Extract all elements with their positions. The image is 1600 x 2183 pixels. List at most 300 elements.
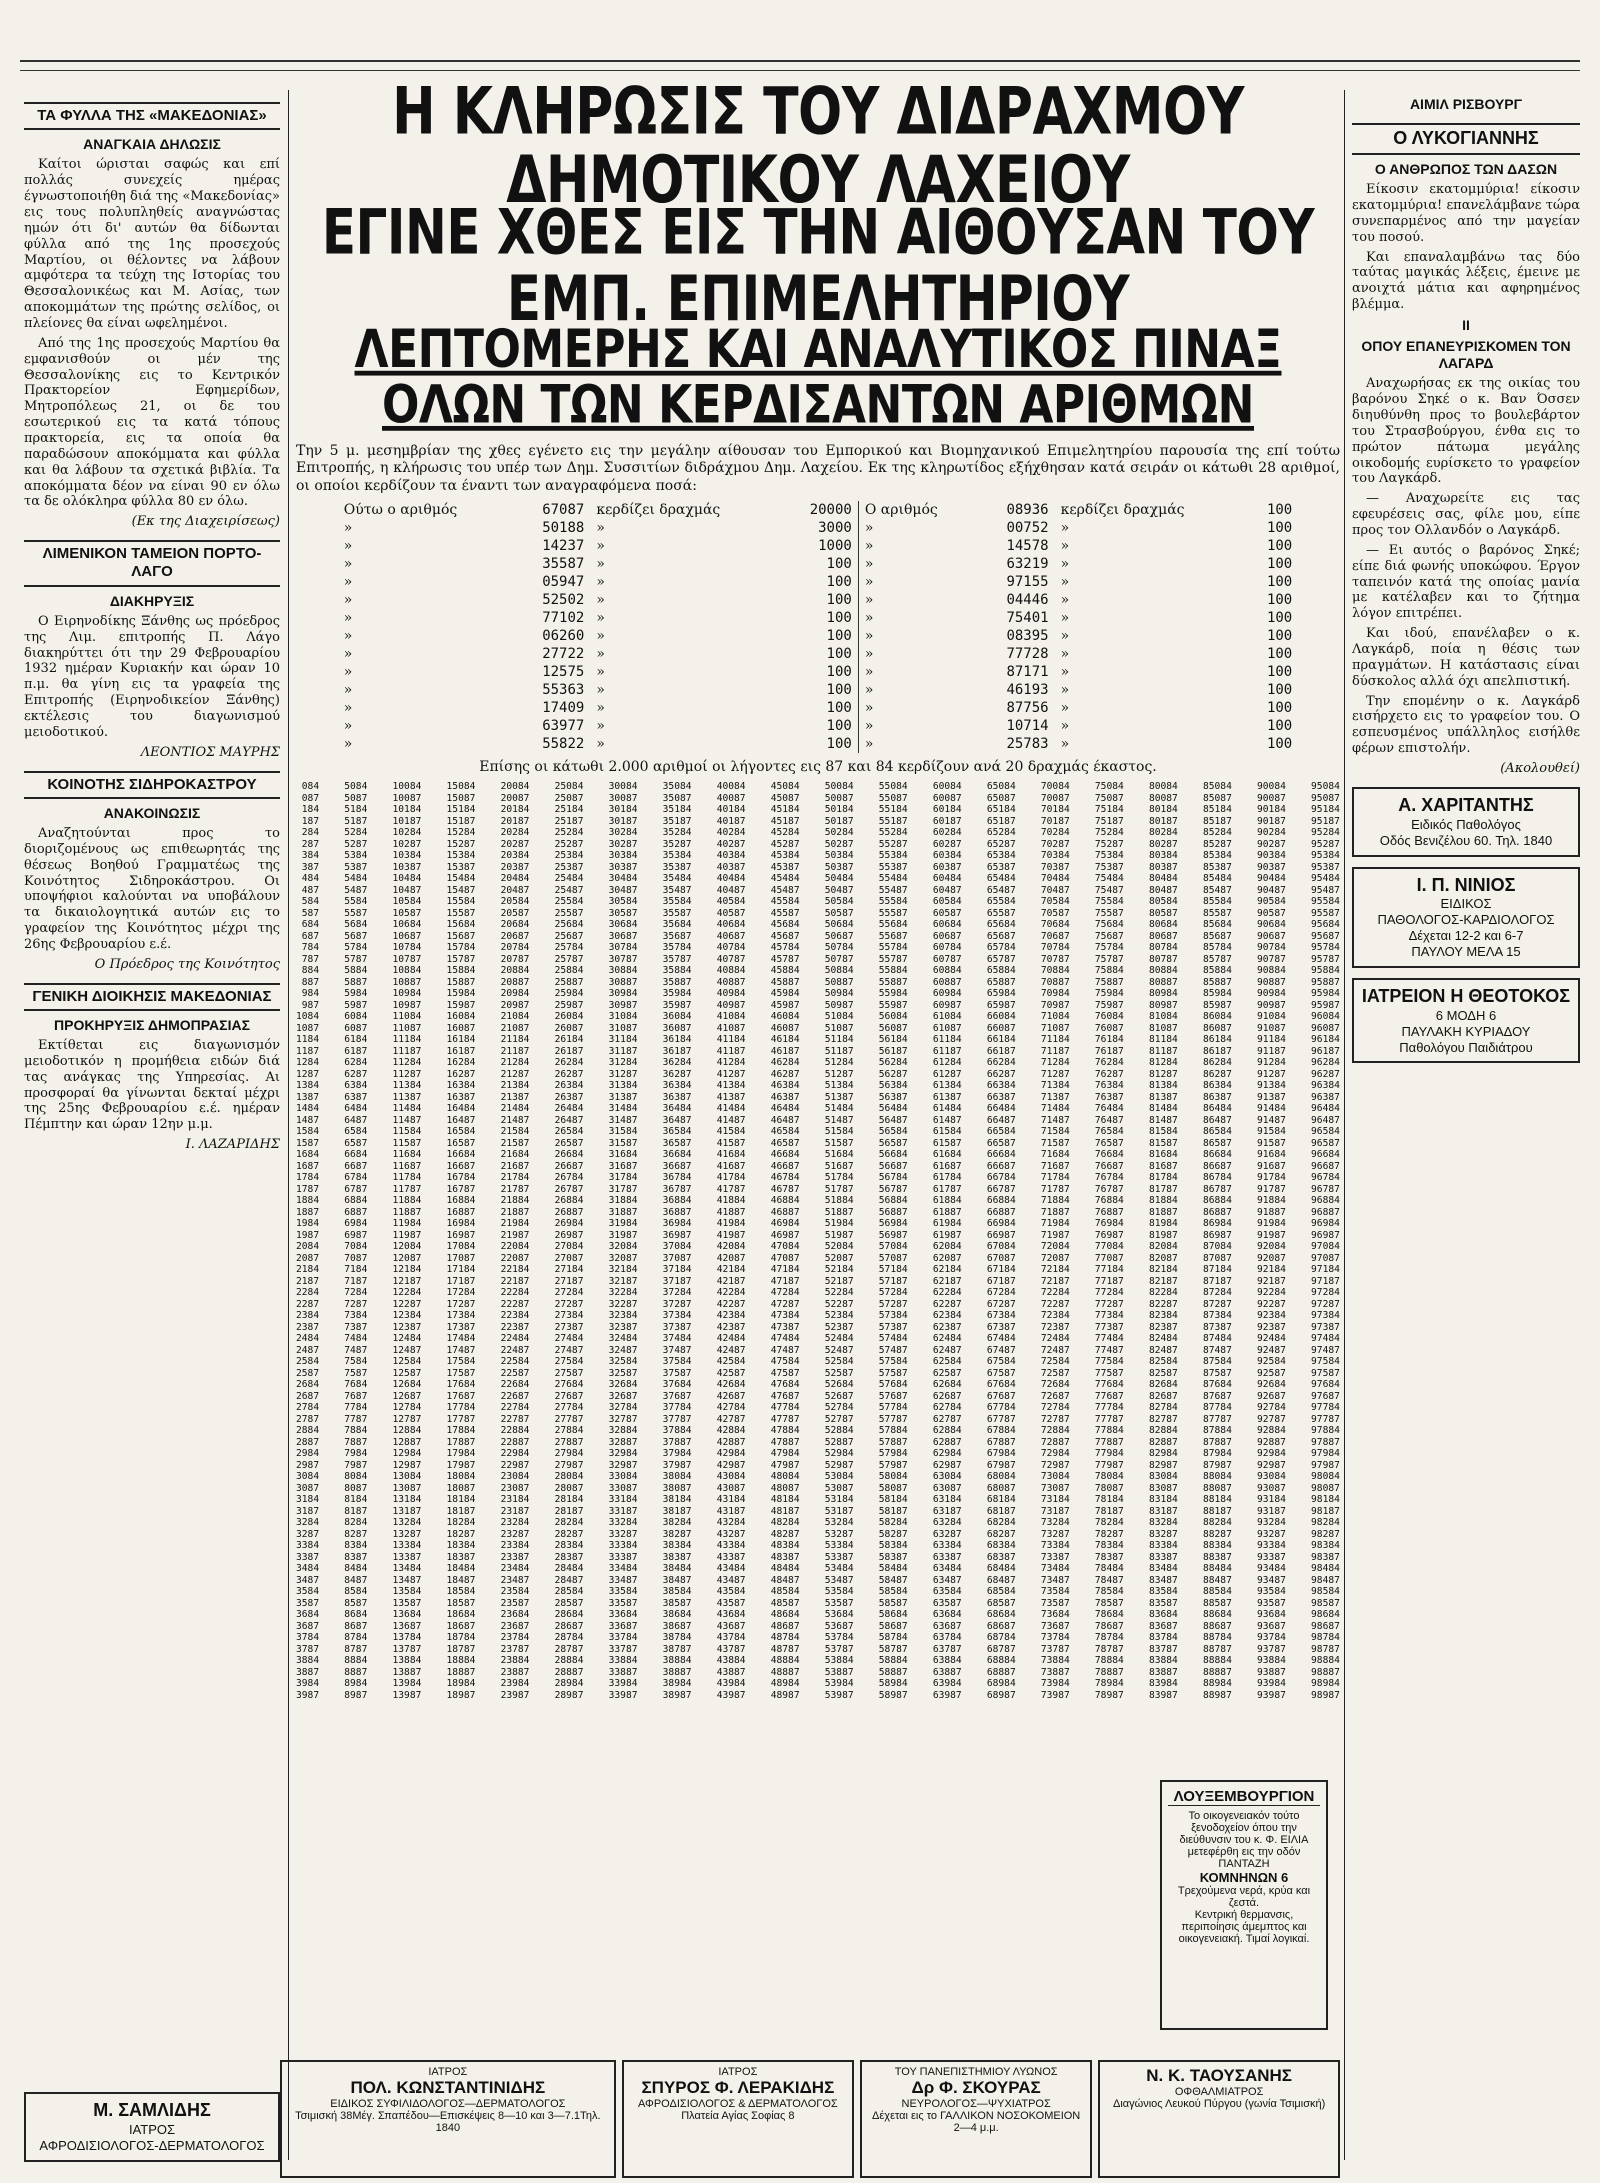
winning-number: 88784 — [1202, 1632, 1232, 1644]
winner-cell: » — [596, 538, 605, 555]
winning-number: 83084 — [1148, 1471, 1178, 1483]
winner-cell: » — [858, 717, 978, 735]
winning-number: 93487 — [1257, 1574, 1286, 1586]
winning-number: 50484 — [824, 873, 854, 885]
winning-number: 42087 — [716, 1252, 746, 1264]
ad-line: Πλατεία Αγίας Σοφίας 8 — [681, 2110, 795, 2122]
winning-number: 91887 — [1257, 1206, 1286, 1218]
winning-number: 46084 — [770, 1011, 800, 1023]
winning-number: 76887 — [1094, 1206, 1124, 1218]
winning-number: 884 — [301, 965, 320, 977]
winning-number: 35087 — [662, 792, 692, 804]
winning-number: 60184 — [932, 804, 962, 816]
winning-number: 85884 — [1202, 965, 1232, 977]
headline-line: Η ΚΛΗΡΩΣΙΣ ΤΟΥ ΔΙΔΡΑΧΜΟΥ ΔΗΜΟΤΙΚΟΥ ΛΑΧΕΙΟΥ — [392, 74, 1244, 218]
winning-number: 80087 — [1148, 792, 1178, 804]
winning-number: 68684 — [986, 1609, 1016, 1621]
winning-number: 6187 — [344, 1045, 368, 1057]
winning-number: 40884 — [716, 965, 746, 977]
winner-cell: » — [858, 573, 978, 591]
winning-number: 17884 — [446, 1425, 476, 1437]
winning-number: 83187 — [1148, 1505, 1178, 1517]
winning-number: 83684 — [1148, 1609, 1178, 1621]
winning-number: 45184 — [770, 804, 800, 816]
winning-number: 66184 — [986, 1034, 1016, 1046]
winning-number: 57384 — [878, 1310, 908, 1322]
winning-number: 28284 — [554, 1517, 584, 1529]
winning-number: 65287 — [986, 838, 1016, 850]
winning-number: 80484 — [1148, 873, 1178, 885]
winning-number: 42487 — [716, 1344, 746, 1356]
ad-line: ΙΑΤΡΟΣ — [718, 2066, 758, 2078]
winning-number: 76584 — [1094, 1126, 1124, 1138]
winning-number: 43187 — [716, 1505, 746, 1517]
winner-cell: 100 — [1266, 718, 1293, 735]
numbers-column — [447, 781, 476, 1701]
winning-number: 57984 — [878, 1448, 908, 1460]
winning-number: 784 — [301, 942, 320, 954]
winning-number: 56387 — [878, 1091, 908, 1103]
winning-number: 48484 — [770, 1563, 800, 1575]
winning-number: 3087 — [296, 1482, 320, 1494]
winning-number: 98584 — [1311, 1586, 1340, 1598]
winning-number: 65187 — [986, 815, 1016, 827]
winning-number: 22784 — [500, 1402, 530, 1414]
winning-number: 71187 — [1040, 1045, 1070, 1057]
winning-number: 42987 — [716, 1459, 746, 1471]
winning-number: 83487 — [1148, 1574, 1178, 1586]
winner-cell: 100 — [826, 700, 852, 717]
winning-number: 684 — [301, 919, 320, 931]
winning-number: 18984 — [446, 1678, 476, 1690]
winning-number: 20987 — [500, 999, 530, 1011]
winning-number: 22387 — [500, 1321, 530, 1333]
winning-number: 62784 — [932, 1402, 962, 1414]
winning-number: 6687 — [344, 1160, 368, 1172]
winning-number: 68084 — [986, 1471, 1016, 1483]
winning-number: 22084 — [500, 1241, 530, 1253]
winning-number: 30187 — [608, 815, 638, 827]
winning-number: 11584 — [392, 1126, 422, 1138]
winning-number: 1984 — [296, 1218, 320, 1230]
winning-number: 28984 — [554, 1678, 584, 1690]
winning-number: 93287 — [1257, 1528, 1286, 1540]
winning-number: 60387 — [932, 861, 962, 873]
winning-number: 40784 — [716, 942, 746, 954]
winning-number: 6287 — [344, 1068, 368, 1080]
winning-number: 77884 — [1094, 1425, 1124, 1437]
winning-number: 26884 — [554, 1195, 584, 1207]
winning-number: 58787 — [878, 1643, 908, 1655]
winning-number: 95887 — [1311, 976, 1340, 988]
winning-number: 97987 — [1311, 1459, 1340, 1471]
winning-number: 88084 — [1202, 1471, 1232, 1483]
winning-number: 91484 — [1257, 1103, 1286, 1115]
winner-cell: » — [343, 736, 353, 753]
winning-number: 21884 — [500, 1195, 530, 1207]
winning-number: 68184 — [986, 1494, 1016, 1506]
winning-number: 8087 — [344, 1482, 368, 1494]
winning-number: 33184 — [608, 1494, 638, 1506]
serial-title: Ο ΛΥΚΟΓΙΑΝΝΗΣ — [1352, 123, 1580, 155]
winning-number: 82887 — [1148, 1436, 1178, 1448]
winning-number: 70087 — [1040, 792, 1070, 804]
winning-number: 37387 — [662, 1321, 692, 1333]
winning-number: 32584 — [608, 1356, 638, 1368]
winning-number: 92184 — [1257, 1264, 1286, 1276]
winning-number: 52687 — [824, 1390, 854, 1402]
winning-number: 28384 — [554, 1540, 584, 1552]
winner-cell: 100 — [1266, 646, 1293, 663]
winning-number: 91787 — [1257, 1183, 1286, 1195]
winner-cell: 05947 — [542, 574, 585, 591]
winning-number: 61684 — [932, 1149, 962, 1161]
winning-number: 3387 — [296, 1551, 320, 1563]
winning-number: 68984 — [986, 1678, 1016, 1690]
winning-number: 43384 — [716, 1540, 746, 1552]
winner-cell: » — [596, 700, 605, 717]
winning-number: 384 — [301, 850, 320, 862]
winning-number: 60987 — [932, 999, 962, 1011]
winning-number: 88387 — [1202, 1551, 1232, 1563]
winning-number: 53384 — [824, 1540, 854, 1552]
winner-cell: 100 — [826, 646, 852, 663]
winning-number: 62984 — [932, 1448, 962, 1460]
winner-cell: 06260 — [542, 628, 585, 645]
winning-number: 93887 — [1257, 1666, 1286, 1678]
article-paragraph: Την επομένην ο κ. Λαγκάρδ εισήρχετο εις το γραφείον του. Ο εσπευσμένος υπάλληλος εισήλθε φέρων επιστολήν. — [1352, 693, 1580, 757]
winning-number: 2987 — [296, 1459, 320, 1471]
winning-number: 50284 — [824, 827, 854, 839]
winning-number: 82784 — [1148, 1402, 1178, 1414]
winning-number: 62184 — [932, 1264, 962, 1276]
winning-number: 36787 — [662, 1183, 692, 1195]
winner-cell: 25783 — [1006, 736, 1049, 753]
winning-number: 17084 — [446, 1241, 476, 1253]
winning-number: 7787 — [344, 1413, 368, 1425]
winning-number: 96584 — [1311, 1126, 1340, 1138]
winning-number: 41984 — [716, 1218, 746, 1230]
winning-number: 71584 — [1040, 1126, 1070, 1138]
winning-number: 56687 — [878, 1160, 908, 1172]
winning-number: 32784 — [608, 1402, 638, 1414]
winning-number: 50784 — [824, 942, 854, 954]
winning-number: 15187 — [446, 815, 476, 827]
winning-number: 86384 — [1202, 1080, 1232, 1092]
winning-number: 80584 — [1148, 896, 1178, 908]
winning-number: 41087 — [716, 1022, 746, 1034]
winner-cell: 14237 — [542, 538, 585, 555]
winning-number: 50187 — [824, 815, 854, 827]
winning-number: 1587 — [296, 1137, 320, 1149]
chapter-number: ΙΙ — [1462, 316, 1470, 333]
winning-number: 48384 — [770, 1540, 800, 1552]
winning-number: 91487 — [1257, 1114, 1286, 1126]
winning-number: 60887 — [932, 976, 962, 988]
winning-number: 23687 — [500, 1620, 530, 1632]
winning-number: 20887 — [500, 976, 530, 988]
winning-number: 47787 — [770, 1413, 800, 1425]
winning-number: 31087 — [608, 1022, 638, 1034]
winning-number: 43487 — [716, 1574, 746, 1586]
winner-cell: 14578 — [1006, 538, 1049, 555]
winning-number: 31287 — [608, 1068, 638, 1080]
winner-row — [338, 645, 1298, 663]
winning-number: 96687 — [1311, 1160, 1340, 1172]
winning-number: 77484 — [1094, 1333, 1124, 1345]
winning-number: 32687 — [608, 1390, 638, 1402]
winning-number: 88887 — [1202, 1666, 1232, 1678]
winning-number: 2284 — [296, 1287, 320, 1299]
winning-number: 38084 — [662, 1471, 692, 1483]
winning-number: 63084 — [932, 1471, 962, 1483]
numbers-column — [1095, 781, 1124, 1701]
winning-number: 22684 — [500, 1379, 530, 1391]
winning-number: 31284 — [608, 1057, 638, 1069]
winning-number: 13887 — [392, 1666, 422, 1678]
winning-number: 10684 — [392, 919, 422, 931]
winning-number: 8187 — [344, 1505, 368, 1517]
winning-number: 15587 — [446, 907, 476, 919]
winning-number: 47587 — [770, 1367, 800, 1379]
winning-number: 71984 — [1040, 1218, 1070, 1230]
winning-number: 67984 — [986, 1448, 1016, 1460]
winning-number: 43287 — [716, 1528, 746, 1540]
winning-number: 68384 — [986, 1540, 1016, 1552]
winning-number: 46287 — [770, 1068, 800, 1080]
winning-number: 36887 — [662, 1206, 692, 1218]
winning-number: 43884 — [716, 1655, 746, 1667]
winning-number: 21584 — [500, 1126, 530, 1138]
winning-number: 58587 — [878, 1597, 908, 1609]
winning-number: 58487 — [878, 1574, 908, 1586]
winning-number: 35187 — [662, 815, 692, 827]
winning-number: 91587 — [1257, 1137, 1286, 1149]
winning-number: 85984 — [1202, 988, 1232, 1000]
winning-number: 36687 — [662, 1160, 692, 1172]
winning-number: 76784 — [1094, 1172, 1124, 1184]
winning-number: 43987 — [716, 1689, 746, 1701]
winning-number: 60484 — [932, 873, 962, 885]
winning-number: 50684 — [824, 919, 854, 931]
winning-number: 58484 — [878, 1563, 908, 1575]
winning-number: 78687 — [1094, 1620, 1124, 1632]
winning-number: 16787 — [446, 1183, 476, 1195]
winning-number: 10384 — [392, 850, 422, 862]
winning-number: 33387 — [608, 1551, 638, 1563]
winning-number: 37587 — [662, 1367, 692, 1379]
winning-number: 77287 — [1094, 1298, 1124, 1310]
winning-number: 55587 — [878, 907, 908, 919]
winning-number: 70684 — [1040, 919, 1070, 931]
winning-number: 1684 — [296, 1149, 320, 1161]
headline-line: ΕΓΙΝΕ ΧΘΕΣ ΕΙΣ ΤΗΝ ΑΙΘΟΥΣΑΝ ΤΟΥ ΕΜΠ. ΕΠΙΜΕΛΗΤΗΡΙΟΥ — [321, 196, 1315, 335]
winning-number: 63587 — [932, 1597, 962, 1609]
winning-number: 21084 — [500, 1011, 530, 1023]
winning-number: 25087 — [554, 792, 584, 804]
winning-number: 65884 — [986, 965, 1016, 977]
winning-number: 66584 — [986, 1126, 1016, 1138]
winning-number: 77787 — [1094, 1413, 1124, 1425]
winning-number: 83587 — [1148, 1597, 1178, 1609]
winner-cell: » — [858, 627, 978, 645]
winning-number: 22584 — [500, 1356, 530, 1368]
winning-number: 37887 — [662, 1436, 692, 1448]
winning-number: 73884 — [1040, 1655, 1070, 1667]
winning-number: 8287 — [344, 1528, 368, 1540]
winning-number: 6787 — [344, 1183, 368, 1195]
winning-number: 73784 — [1040, 1632, 1070, 1644]
winning-number: 60684 — [932, 919, 962, 931]
winner-cell: » — [1060, 736, 1070, 753]
winning-number: 96884 — [1311, 1195, 1340, 1207]
winning-number: 90687 — [1257, 930, 1286, 942]
winning-number: 21484 — [500, 1103, 530, 1115]
winning-number: 32384 — [608, 1310, 638, 1322]
winning-number: 32087 — [608, 1252, 638, 1264]
winning-number: 15384 — [446, 850, 476, 862]
winning-number: 60687 — [932, 930, 962, 942]
winning-number: 58084 — [878, 1471, 908, 1483]
winning-number: 35987 — [662, 999, 692, 1011]
winning-number: 81284 — [1148, 1057, 1178, 1069]
winning-number: 33284 — [608, 1517, 638, 1529]
winning-number: 80784 — [1148, 942, 1178, 954]
winner-row — [338, 519, 1298, 537]
winning-number: 5787 — [344, 953, 368, 965]
winning-number: 97487 — [1311, 1344, 1340, 1356]
winning-number: 46784 — [770, 1172, 800, 1184]
winning-number: 37884 — [662, 1425, 692, 1437]
winning-number: 17387 — [446, 1321, 476, 1333]
winning-number: 75284 — [1094, 827, 1124, 839]
winning-number: 61087 — [932, 1022, 962, 1034]
winning-number: 60984 — [932, 988, 962, 1000]
ad-line: Τσιμισκή 38Μέγ. Σπαπέδου—Επισκέψεις 8—10 και 3—7.1Τηλ. 1840 — [295, 2110, 601, 2134]
winning-number: 75987 — [1094, 999, 1124, 1011]
winning-number: 86784 — [1202, 1172, 1232, 1184]
signature: Ι. ΛΑΖΑΡΙΔΗΣ — [185, 1137, 280, 1153]
winning-number: 6087 — [344, 1022, 368, 1034]
winning-number: 28184 — [554, 1494, 584, 1506]
winning-number: 12887 — [392, 1436, 422, 1448]
winning-number: 76287 — [1094, 1068, 1124, 1080]
winning-number: 18787 — [446, 1643, 476, 1655]
winning-number: 86287 — [1202, 1068, 1232, 1080]
winner-cell: 67087 — [542, 502, 585, 519]
winning-number: 78487 — [1094, 1574, 1124, 1586]
winning-number: 7487 — [344, 1344, 368, 1356]
winning-number: 6784 — [344, 1172, 368, 1184]
winning-number: 71284 — [1040, 1057, 1070, 1069]
winning-number: 16384 — [446, 1080, 476, 1092]
winning-number: 35887 — [662, 976, 692, 988]
winning-number: 51584 — [824, 1126, 854, 1138]
winning-number: 66987 — [986, 1229, 1016, 1241]
winning-number: 91584 — [1257, 1126, 1286, 1138]
winning-number: 16287 — [446, 1068, 476, 1080]
winning-number: 80984 — [1148, 988, 1178, 1000]
winning-number: 80184 — [1148, 804, 1178, 816]
winning-number: 48084 — [770, 1471, 800, 1483]
winner-cell: » — [858, 537, 978, 555]
winner-cell: » — [596, 628, 605, 645]
winning-number: 22284 — [500, 1287, 530, 1299]
winning-number: 13987 — [392, 1689, 422, 1701]
winning-number: 96987 — [1311, 1229, 1340, 1241]
winning-number: 38087 — [662, 1482, 692, 1494]
winning-number: 86084 — [1202, 1011, 1232, 1023]
winning-number: 85687 — [1202, 930, 1232, 942]
winning-number: 17887 — [446, 1436, 476, 1448]
winning-number: 12584 — [392, 1356, 422, 1368]
winner-cell: 100 — [1266, 682, 1293, 699]
article-paragraph: — Ει αυτός ο βαρόνος Σηκέ; είπε διά φωνής υποκώφου. Έργον ταπεινόν κατά της οποίας μανία με κατέλαβεν και το ζήτημα λόγον επιτρέπει. — [1352, 542, 1580, 622]
article-paragraph: Ο Ειρηνοδίκης Ξάνθης ως πρόεδρος της Λιμ. επιτροπής Π. Λάγο διακηρύττει ότι την 29 Φεβρουαρίου 1932 ημέραν Κυριακήν και ώραν 10 π.μ. θα γίνη εις τα γραφεία της Επιτροπής (Ειρηνοδικείον Ξάνθης) εκτέλεσις του διαγωνισμού μειοδοτικού. — [24, 613, 280, 740]
winner-cell: 10714 — [1006, 718, 1049, 735]
winning-number: 33787 — [608, 1643, 638, 1655]
ad-name: Α. ΧΑΡΙΤΑΝΤΗΣ — [1398, 794, 1534, 815]
numbers-column — [879, 781, 908, 1701]
winning-number: 47487 — [770, 1344, 800, 1356]
winning-number: 25584 — [554, 896, 584, 908]
winning-number: 68087 — [986, 1482, 1016, 1494]
winning-number: 57884 — [878, 1425, 908, 1437]
winning-number: 53187 — [824, 1505, 854, 1517]
ad-line: ΠΑΥΛΑΚΗ ΚΥΡΙΑΔΟΥ — [1401, 1023, 1531, 1039]
winning-number: 87684 — [1202, 1379, 1232, 1391]
winning-number: 70487 — [1040, 884, 1070, 896]
winning-number: 90984 — [1257, 988, 1286, 1000]
winning-number: 56184 — [878, 1034, 908, 1046]
winning-number: 11987 — [392, 1229, 422, 1241]
winning-number: 95487 — [1311, 884, 1340, 896]
winning-numbers-grid — [296, 781, 1340, 1701]
winning-number: 93384 — [1257, 1540, 1286, 1552]
winning-number: 53887 — [824, 1666, 854, 1678]
winning-number: 75984 — [1094, 988, 1124, 1000]
winning-number: 52187 — [824, 1275, 854, 1287]
winning-number: 50087 — [824, 792, 854, 804]
winner-cell: » — [1060, 610, 1070, 627]
winning-number: 18184 — [446, 1494, 476, 1506]
ad-line: Ειδικός Παθολόγος — [1411, 816, 1521, 832]
winning-number: 93084 — [1257, 1471, 1286, 1483]
winner-cell: 17409 — [542, 700, 585, 717]
winning-number: 80284 — [1148, 827, 1178, 839]
ad-line: ΑΦΡΟΔΙΣΙΟΛΟΓΟΣ-ΔΕΡΜΑΤΟΛΟΓΟΣ — [39, 2138, 265, 2154]
winning-number: 23284 — [500, 1517, 530, 1529]
winning-number: 31787 — [608, 1183, 638, 1195]
winning-number: 21887 — [500, 1206, 530, 1218]
winning-number: 67487 — [986, 1344, 1016, 1356]
winning-number: 20787 — [500, 953, 530, 965]
winning-number: 58687 — [878, 1620, 908, 1632]
winner-cell: » — [343, 646, 353, 663]
winning-number: 55384 — [878, 850, 908, 862]
winning-number: 17787 — [446, 1413, 476, 1425]
winning-number: 10587 — [392, 907, 422, 919]
winning-number: 23484 — [500, 1563, 530, 1575]
winning-number: 60187 — [932, 815, 962, 827]
winning-number: 23884 — [500, 1655, 530, 1667]
winning-number: 81087 — [1148, 1022, 1178, 1034]
winning-number: 17287 — [446, 1298, 476, 1310]
winning-number: 15087 — [446, 792, 476, 804]
winning-number: 50787 — [824, 953, 854, 965]
winning-number: 27784 — [554, 1402, 584, 1414]
winning-number: 52484 — [824, 1333, 854, 1345]
